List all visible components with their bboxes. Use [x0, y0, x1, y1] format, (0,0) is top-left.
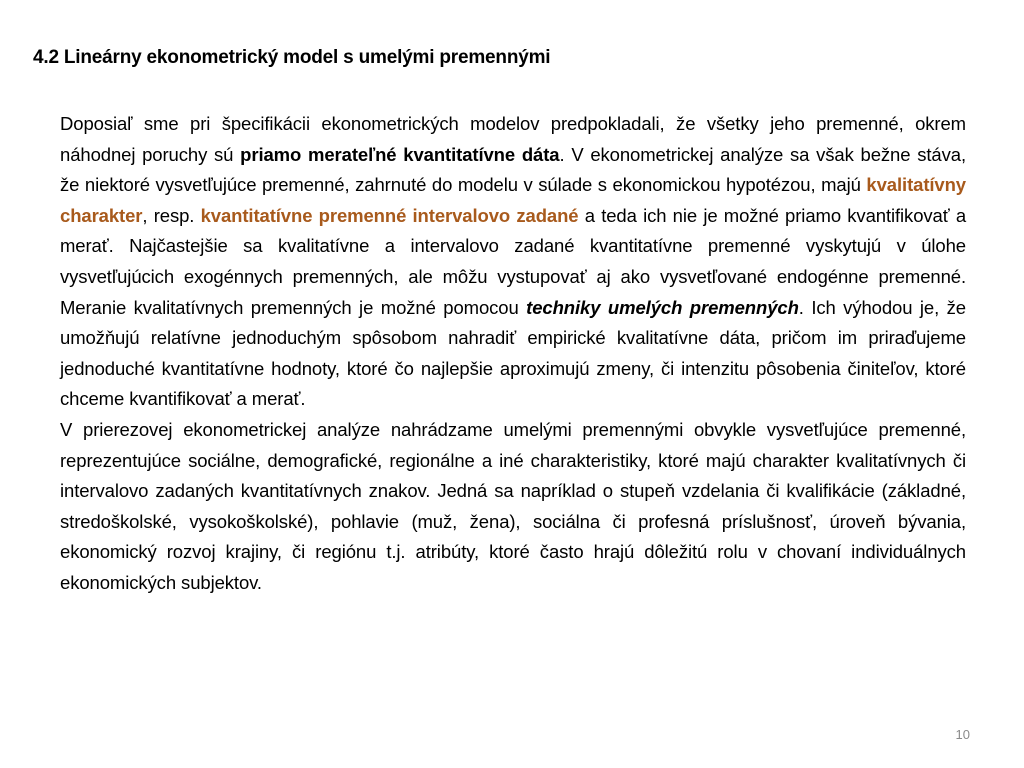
- slide-body: [60, 109, 966, 599]
- emphasis-dummy-variable-technique: techniky umelých premenných: [526, 296, 799, 318]
- emphasis-measurable-data: priamo merateľné kvantitatívne dáta: [240, 143, 560, 165]
- highlight-interval-variables: kvantitatívne premenné intervalovo zadané: [200, 204, 579, 226]
- slide-heading: 4.2 Lineárny ekonometrický model s umelými premennými: [33, 47, 551, 68]
- paragraph-1-text-4: a teda ich nie je možné priamo kvantifikovať a merať. Najčastejšie sa kvalitatívne a intervalovo zadané kvantitatívne premenné vyskytujú v úlohe vysvetľujúcich exogénnych premenných, ale môžu vystupovať aj ako vysvetľované endogénne premenné. Meranie kvalitatívnych premenných je možné pomocou: [60, 204, 967, 318]
- paragraph-2: V prierezovej ekonometrickej analýze nahrádzame umelými premennými obvykle vysvetľujúce premenné, reprezentujúce sociálne, demografické, regionálne a iné charakteristiky, ktoré majú charakter kvalitatívnych či intervalovo zadaných kvantitatívnych znakov. Jedná sa napríklad o stupeň vzdelania či kvalifikácie (základné, stredoškolské, vysokoškolské), pohlavie (muž, žena), sociálna či profesná príslušnosť, úroveň bývania, ekonomický rozvoj krajiny, či regiónu t.j. atribúty, ktoré často hrajú dôležitú rolu v chovaní individuálnych ekonomických subjektov.: [60, 418, 966, 593]
- paragraph-1-text-1: Doposiaľ sme pri špecifikácii ekonometrických modelov predpokladali, že všetky jeho premenné, okrem náhodnej poruchy sú: [60, 113, 966, 165]
- paragraph-1-text-5: . Ich výhodou je, že umožňujú relatívne jednoduchým spôsobom nahradiť empirické kvalitatívne dáta, pričom im priraďujeme jednoduché kvantitatívne hodnoty, ktoré čo najlepšie aproximujú zmeny, či intenzitu pôsobenia činiteľov, ktoré chceme kvantifikovať a merať.: [60, 296, 966, 410]
- paragraph-1: [60, 109, 966, 415]
- page-number: 10: [955, 727, 970, 742]
- highlight-qualitative-character: kvalitatívny charakter: [60, 174, 966, 226]
- paragraph-1-text-2: . V ekonometrickej analýze sa však bežne stáva, že niektoré vysvetľujúce premenné, zahrnuté do modelu v súlade s ekonomickou hypotézou, majú: [60, 143, 966, 196]
- paragraph-1-text-3: , resp.: [142, 204, 201, 226]
